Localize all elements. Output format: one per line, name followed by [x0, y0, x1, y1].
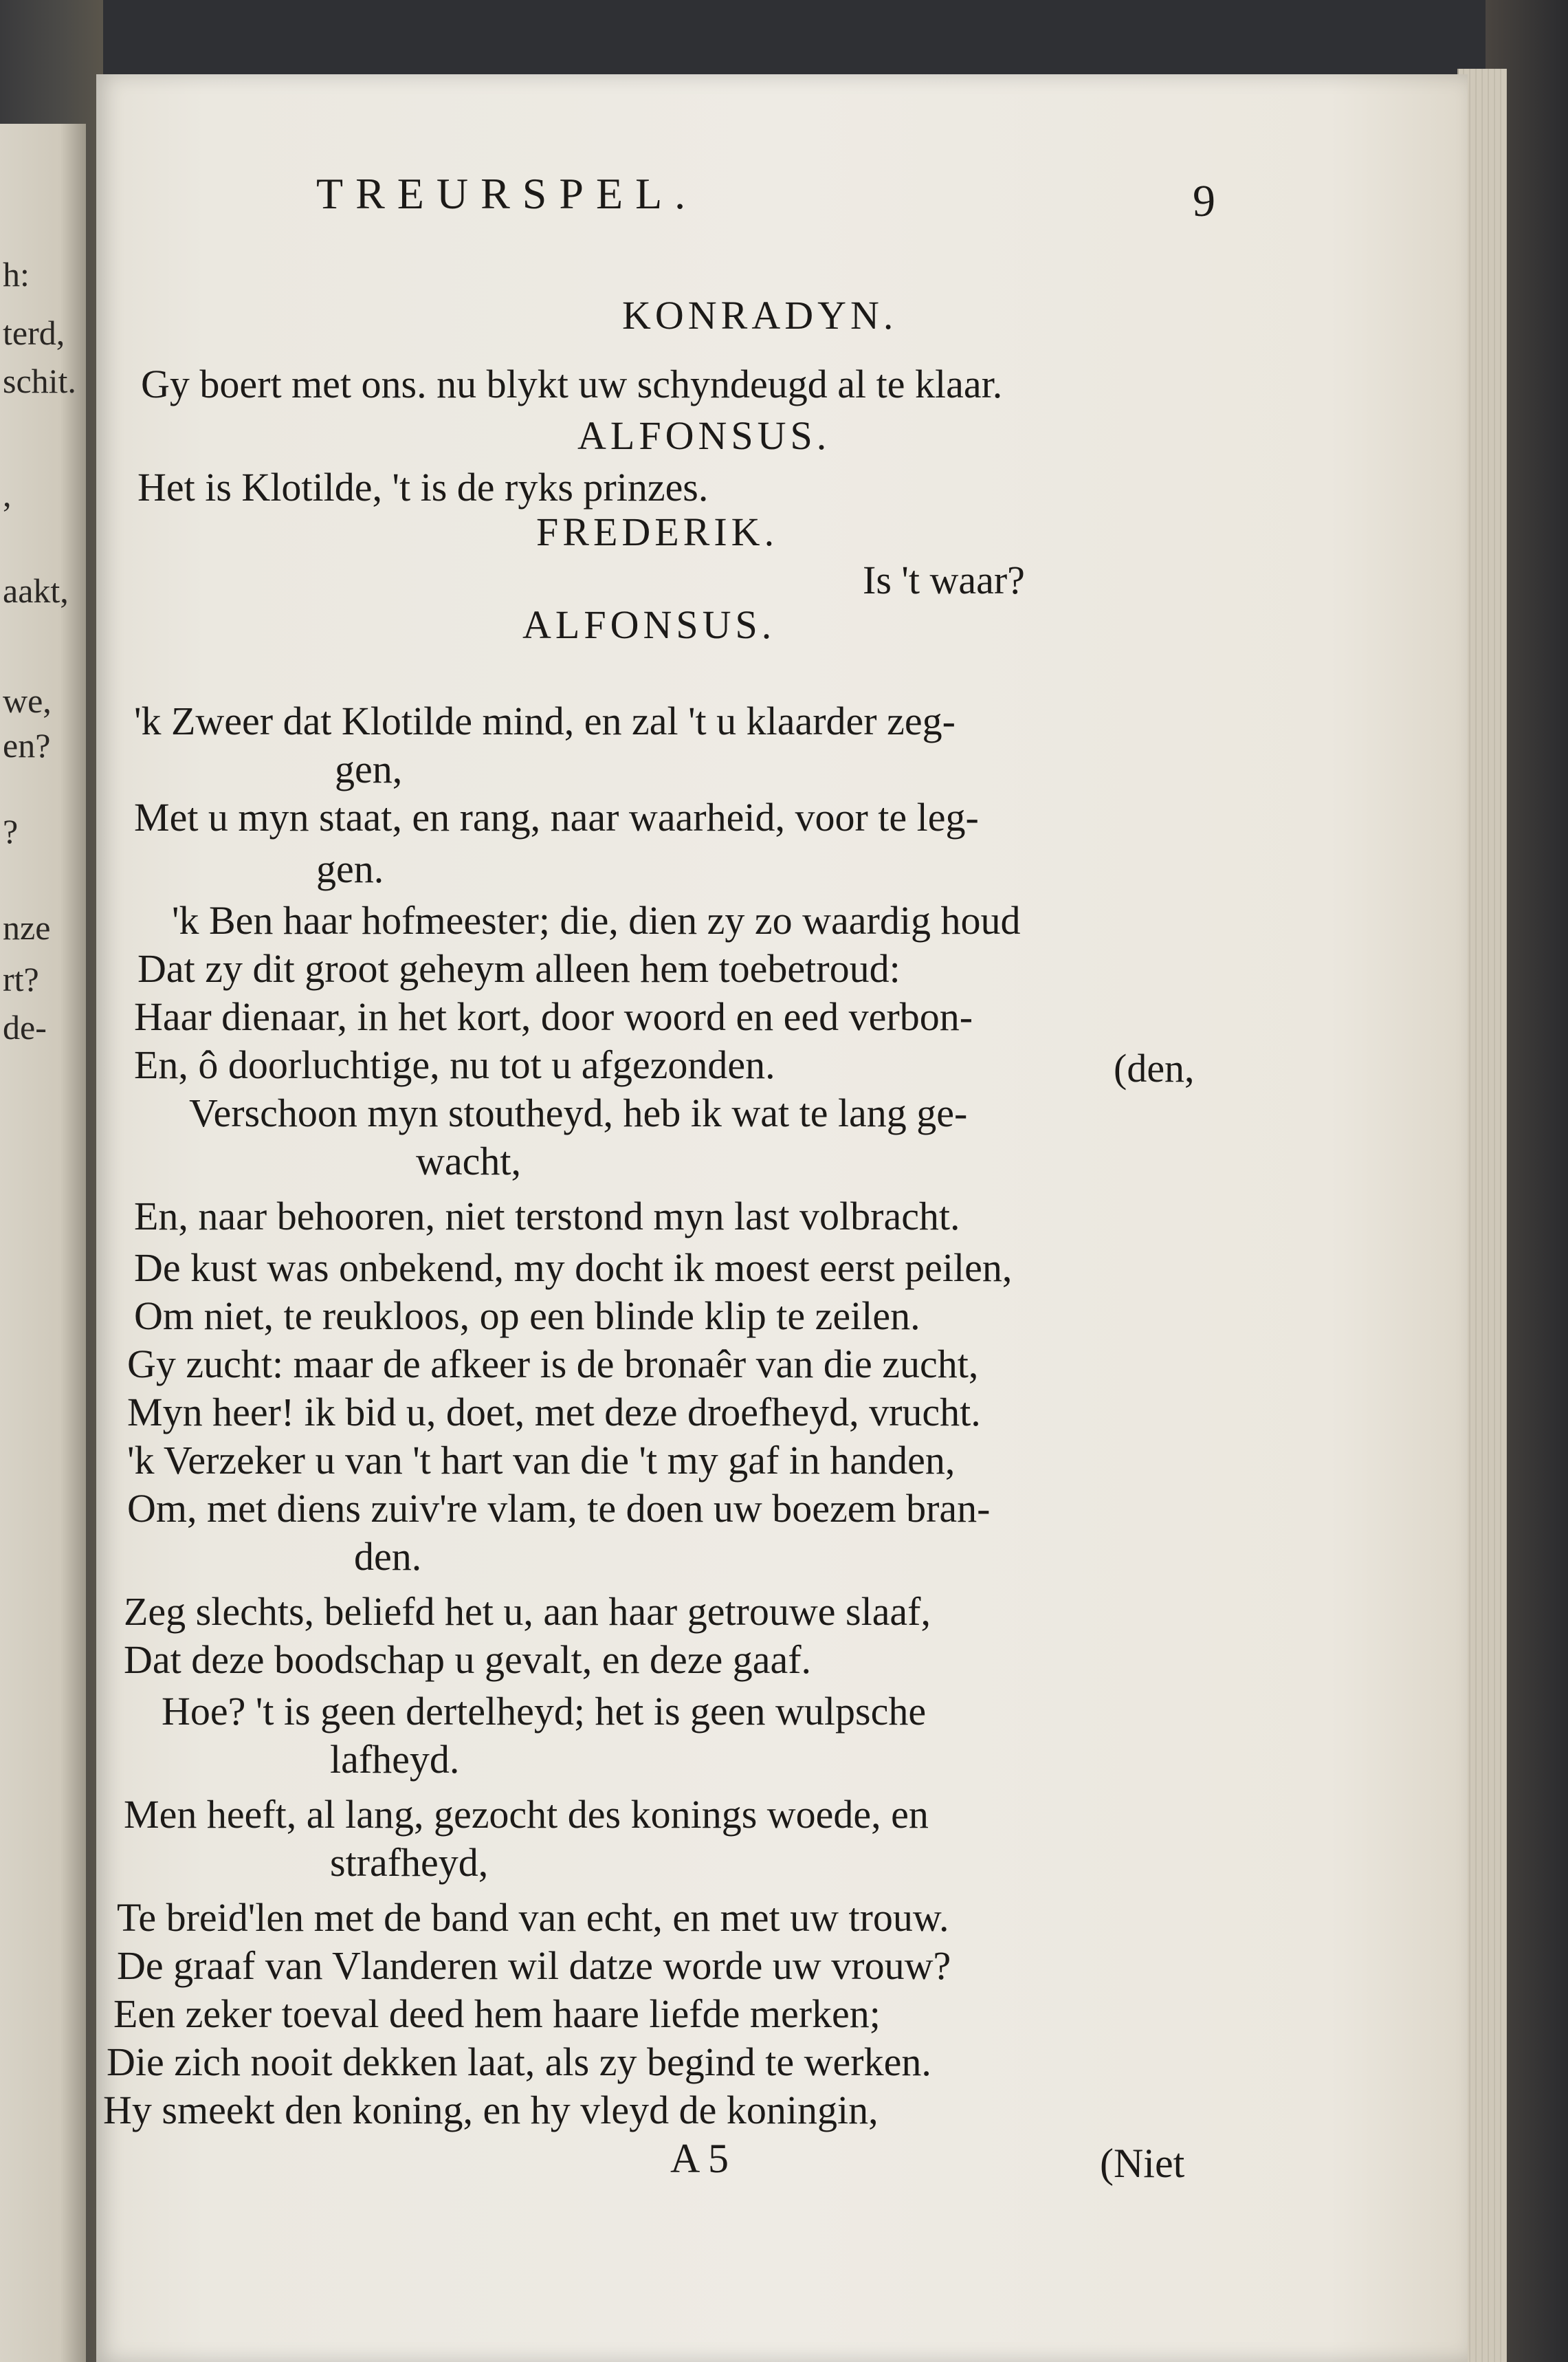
- verse-line: Is 't waar?: [863, 558, 1025, 602]
- verse-line: Haar dienaar, in het kort, door woord en eed verbon-: [134, 994, 973, 1039]
- verse-line: Men heeft, al lang, gezocht des konings woede, en: [124, 1792, 929, 1837]
- verse-line: wacht,: [416, 1139, 521, 1183]
- facing-page-fragment: de-: [3, 1008, 47, 1047]
- facing-page-fragment: ?: [3, 812, 19, 851]
- page-number: 9: [1193, 176, 1215, 226]
- facing-page-fragment: rt?: [3, 960, 39, 998]
- verse-line: De graaf van Vlanderen wil datze worde uw vrouw?: [117, 1943, 951, 1988]
- verse-line: Hy smeekt den koning, en hy vleyd de koningin,: [103, 2088, 879, 2132]
- verse-line: Die zich nooit dekken laat, als zy begind te werken.: [107, 2040, 931, 2084]
- verse-line: Met u myn staat, en rang, naar waarheid, voor te leg-: [134, 795, 979, 840]
- facing-page-fragment: h:: [3, 255, 30, 294]
- verse-line: (den,: [1114, 1046, 1195, 1091]
- verse-line: De kust was onbekend, my docht ik moest eerst peilen,: [134, 1245, 1013, 1290]
- speaker-name: ALFONSUS.: [522, 602, 776, 647]
- facing-page-fragment: aakt,: [3, 571, 69, 610]
- facing-page-fragment: we,: [3, 681, 52, 720]
- verse-line: Om, met diens zuiv're vlam, te doen uw boezem bran-: [127, 1486, 991, 1531]
- facing-page-fragment: en?: [3, 726, 51, 765]
- verse-line: En, ô doorluchtige, nu tot u afgezonden.: [134, 1042, 775, 1087]
- running-head: TREURSPEL.: [316, 169, 698, 218]
- speaker-name: FREDERIK.: [536, 510, 779, 554]
- verse-line: gen,: [335, 747, 403, 791]
- verse-line: Hoe? 't is geen dertelheyd; het is geen wulpsche: [162, 1689, 927, 1734]
- speaker-name: ALFONSUS.: [577, 413, 831, 458]
- verse-line: Gy zucht: maar de afkeer is de bronaêr van die zucht,: [127, 1342, 979, 1386]
- facing-page-fragment: ,: [3, 475, 12, 514]
- verse-line: Het is Klotilde, 't is de ryks prinzes.: [137, 465, 709, 510]
- verse-line: En, naar behooren, niet terstond myn last volbracht.: [134, 1194, 960, 1238]
- verse-line: Te breid'len met de band van echt, en met uw trouw.: [117, 1895, 949, 1940]
- verse-line: 'k Verzeker u van 't hart van die 't my gaf in handen,: [127, 1438, 956, 1483]
- verse-line: Zeg slechts, beliefd het u, aan haar getrouwe slaaf,: [124, 1589, 931, 1634]
- facing-page: [0, 124, 86, 2362]
- verse-line: 'k Ben haar hofmeester; die, dien zy zo waardig houd: [172, 898, 1021, 943]
- verse-line: Om niet, te reukloos, op een blinde klip te zeilen.: [134, 1293, 920, 1338]
- speaker-name: KONRADYN.: [622, 293, 898, 338]
- catchword: (Niet: [1100, 2141, 1185, 2186]
- verse-line: Myn heer! ik bid u, doet, met deze droefheyd, vrucht.: [127, 1390, 981, 1434]
- verse-line: Dat zy dit groot geheym alleen hem toebetroud:: [137, 946, 901, 991]
- verse-line: den.: [354, 1534, 422, 1579]
- signature-mark: A 5: [670, 2136, 729, 2181]
- verse-line: Gy boert met ons. nu blykt uw schyndeugd al te klaar.: [141, 362, 1003, 406]
- facing-page-fragment: terd,: [3, 314, 65, 352]
- verse-line: Dat deze boodschap u gevalt, en deze gaaf.: [124, 1637, 812, 1682]
- verse-line: Verschoon myn stoutheyd, heb ik wat te lang ge-: [189, 1091, 968, 1135]
- facing-page-fragment: schit.: [3, 362, 76, 400]
- verse-line: lafheyd.: [330, 1737, 460, 1782]
- verse-line: gen.: [316, 846, 384, 891]
- verse-line: 'k Zweer dat Klotilde mind, en zal 't u klaarder zeg-: [134, 699, 956, 743]
- facing-page-fragment: nze: [3, 908, 51, 947]
- verse-line: strafheyd,: [330, 1840, 489, 1885]
- verse-line: Een zeker toeval deed hem haare liefde merken;: [113, 1991, 881, 2036]
